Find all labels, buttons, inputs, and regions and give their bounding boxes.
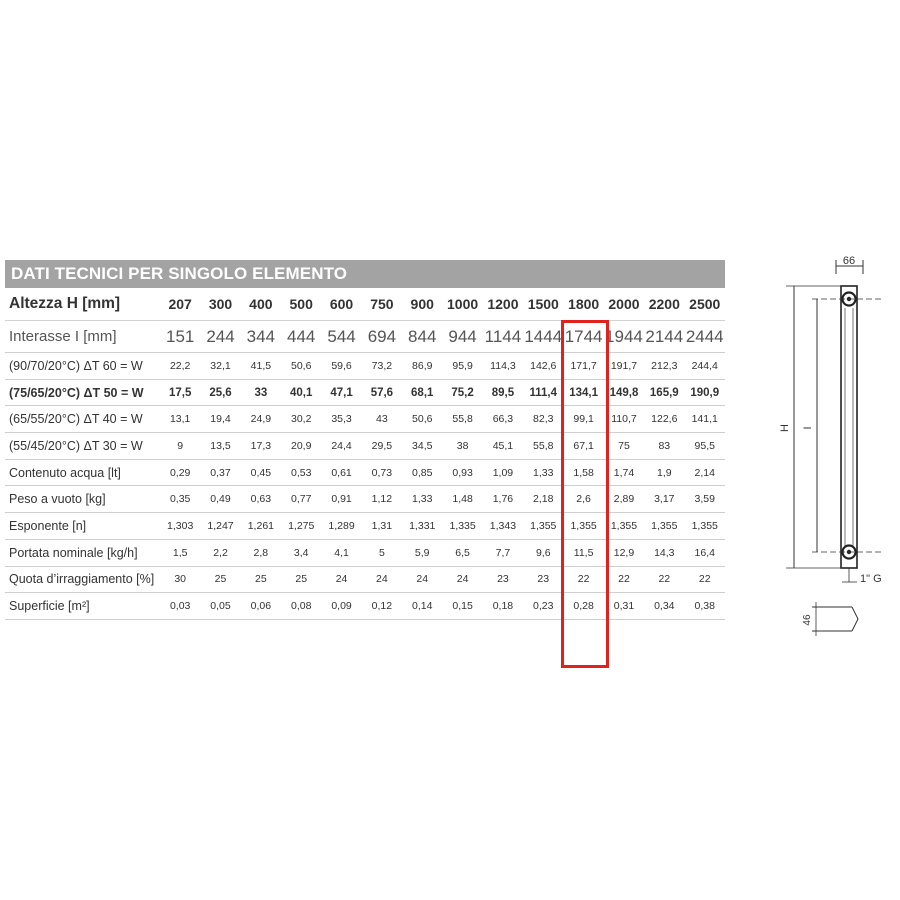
table-cell: 1,261 bbox=[241, 513, 281, 540]
table-cell: 22 bbox=[684, 566, 725, 593]
table-cell: 111,4 bbox=[523, 379, 563, 406]
table-cell: 6,5 bbox=[442, 539, 482, 566]
table-cell: 22 bbox=[644, 566, 684, 593]
table-cell: 2,8 bbox=[241, 539, 281, 566]
table-cell: 1,76 bbox=[483, 486, 523, 513]
table-cell: 694 bbox=[362, 321, 402, 353]
table-cell: 2,2 bbox=[200, 539, 240, 566]
table-cell: 50,6 bbox=[281, 353, 321, 380]
radiator-body bbox=[841, 286, 857, 568]
table-cell: 212,3 bbox=[644, 353, 684, 380]
table-row bbox=[5, 486, 725, 513]
table-cell: 11,5 bbox=[563, 539, 603, 566]
row-label: Portata nominale [kg/h] bbox=[5, 539, 160, 566]
table-cell: 0,53 bbox=[281, 459, 321, 486]
table-cell: 0,06 bbox=[241, 593, 281, 620]
table-cell: 59,6 bbox=[321, 353, 361, 380]
table-cell: 2144 bbox=[644, 321, 684, 353]
table-cell: 1,355 bbox=[563, 513, 603, 540]
table-cell: 0,61 bbox=[321, 459, 361, 486]
table-cell: 2500 bbox=[684, 288, 725, 321]
table-row bbox=[5, 433, 725, 460]
table-row bbox=[5, 379, 725, 406]
table-cell: 89,5 bbox=[483, 379, 523, 406]
table-cell: 23 bbox=[523, 566, 563, 593]
table-cell: 0,38 bbox=[684, 593, 725, 620]
table-cell: 14,3 bbox=[644, 539, 684, 566]
table-row bbox=[5, 593, 725, 620]
table-cell: 22 bbox=[563, 566, 603, 593]
table-cell: 0,93 bbox=[442, 459, 482, 486]
table-cell: 17,5 bbox=[160, 379, 200, 406]
table-cell: 9 bbox=[160, 433, 200, 460]
table-cell: 0,18 bbox=[483, 593, 523, 620]
table-cell: 0,23 bbox=[523, 593, 563, 620]
table-cell: 900 bbox=[402, 288, 442, 321]
table-cell: 13,5 bbox=[200, 433, 240, 460]
table-row bbox=[5, 406, 725, 433]
table-cell: 344 bbox=[241, 321, 281, 353]
table-cell: 1,303 bbox=[160, 513, 200, 540]
table-cell: 9,6 bbox=[523, 539, 563, 566]
table-cell: 500 bbox=[281, 288, 321, 321]
table-cell: 24 bbox=[442, 566, 482, 593]
table-cell: 0,85 bbox=[402, 459, 442, 486]
table-cell: 1,355 bbox=[523, 513, 563, 540]
table-cell: 1,331 bbox=[402, 513, 442, 540]
table-cell: 0,03 bbox=[160, 593, 200, 620]
table-cell: 24,4 bbox=[321, 433, 361, 460]
table-cell: 24 bbox=[362, 566, 402, 593]
table-cell: 0,35 bbox=[160, 486, 200, 513]
table-cell: 83 bbox=[644, 433, 684, 460]
table-cell: 22 bbox=[604, 566, 644, 593]
table-cell: 67,1 bbox=[563, 433, 603, 460]
table-cell: 0,49 bbox=[200, 486, 240, 513]
table-row bbox=[5, 459, 725, 486]
table-cell: 17,3 bbox=[241, 433, 281, 460]
table-cell: 55,8 bbox=[523, 433, 563, 460]
table-cell: 1,355 bbox=[684, 513, 725, 540]
table-cell: 1,58 bbox=[563, 459, 603, 486]
table-cell: 1,48 bbox=[442, 486, 482, 513]
table-cell: 0,63 bbox=[241, 486, 281, 513]
table-cell: 95,5 bbox=[684, 433, 725, 460]
table-cell: 25 bbox=[200, 566, 240, 593]
table-cell: 1,289 bbox=[321, 513, 361, 540]
table-cell: 23 bbox=[483, 566, 523, 593]
table-cell: 35,3 bbox=[321, 406, 361, 433]
table-cell: 750 bbox=[362, 288, 402, 321]
table-cell: 1200 bbox=[483, 288, 523, 321]
table-cell: 2000 bbox=[604, 288, 644, 321]
table-cell: 165,9 bbox=[644, 379, 684, 406]
table-cell: 1,33 bbox=[402, 486, 442, 513]
table-cell: 30,2 bbox=[281, 406, 321, 433]
table-cell: 25,6 bbox=[200, 379, 240, 406]
row-label: (65/55/20°C) ΔT 40 = W bbox=[5, 406, 160, 433]
table-cell: 24 bbox=[321, 566, 361, 593]
table-cell: 12,9 bbox=[604, 539, 644, 566]
table-cell: 24,9 bbox=[241, 406, 281, 433]
table-cell: 944 bbox=[442, 321, 482, 353]
table-cell: 1,12 bbox=[362, 486, 402, 513]
table-cell: 1800 bbox=[563, 288, 603, 321]
table-cell: 3,17 bbox=[644, 486, 684, 513]
table-cell: 1444 bbox=[523, 321, 563, 353]
table-cell: 149,8 bbox=[604, 379, 644, 406]
table-cell: 2,18 bbox=[523, 486, 563, 513]
table-cell: 75 bbox=[604, 433, 644, 460]
height-header-row bbox=[5, 288, 725, 321]
table-cell: 32,1 bbox=[200, 353, 240, 380]
table-cell: 30 bbox=[160, 566, 200, 593]
table-cell: 1,33 bbox=[523, 459, 563, 486]
table-cell: 34,5 bbox=[402, 433, 442, 460]
table-cell: 1,335 bbox=[442, 513, 482, 540]
table-cell: 134,1 bbox=[563, 379, 603, 406]
table-cell: 0,91 bbox=[321, 486, 361, 513]
row-label: Contenuto acqua [lt] bbox=[5, 459, 160, 486]
table-cell: 142,6 bbox=[523, 353, 563, 380]
table-row bbox=[5, 539, 725, 566]
table-cell: 0,12 bbox=[362, 593, 402, 620]
table-cell: 55,8 bbox=[442, 406, 482, 433]
table-cell: 110,7 bbox=[604, 406, 644, 433]
table-cell: 1,5 bbox=[160, 539, 200, 566]
table-cell: 3,4 bbox=[281, 539, 321, 566]
table-cell: 25 bbox=[281, 566, 321, 593]
table-cell: 114,3 bbox=[483, 353, 523, 380]
table-cell: 68,1 bbox=[402, 379, 442, 406]
table-cell: 24 bbox=[402, 566, 442, 593]
table-cell: 122,6 bbox=[644, 406, 684, 433]
table-cell: 1,355 bbox=[644, 513, 684, 540]
row-label: Altezza H [mm] bbox=[5, 288, 160, 321]
table-cell: 1,343 bbox=[483, 513, 523, 540]
table-cell: 151 bbox=[160, 321, 200, 353]
table-cell: 0,05 bbox=[200, 593, 240, 620]
width-label: 66 bbox=[842, 255, 856, 267]
table-cell: 1144 bbox=[483, 321, 523, 353]
table-cell: 0,09 bbox=[321, 593, 361, 620]
table-cell: 1,9 bbox=[644, 459, 684, 486]
depth-label: 46 bbox=[802, 614, 813, 626]
table-cell: 13,1 bbox=[160, 406, 200, 433]
table-cell: 5,9 bbox=[402, 539, 442, 566]
row-label: Quota d’irraggiamento [%] bbox=[5, 566, 160, 593]
section-right-end bbox=[852, 607, 858, 631]
table-row bbox=[5, 566, 725, 593]
table-cell: 95,9 bbox=[442, 353, 482, 380]
table-cell: 300 bbox=[200, 288, 240, 321]
table-cell: 22,2 bbox=[160, 353, 200, 380]
row-label: Esponente [n] bbox=[5, 513, 160, 540]
table-cell: 41,5 bbox=[241, 353, 281, 380]
table-cell: 844 bbox=[402, 321, 442, 353]
table-cell: 400 bbox=[241, 288, 281, 321]
table-title: DATI TECNICI PER SINGOLO ELEMENTO bbox=[5, 260, 725, 288]
table-cell: 2,14 bbox=[684, 459, 725, 486]
table-cell: 2200 bbox=[644, 288, 684, 321]
table-cell: 82,3 bbox=[523, 406, 563, 433]
row-label: (75/65/20°C) ΔT 50 = W bbox=[5, 379, 160, 406]
table-cell: 4,1 bbox=[321, 539, 361, 566]
table-cell: 1000 bbox=[442, 288, 482, 321]
table-cell: 1,275 bbox=[281, 513, 321, 540]
interaxis-label: I bbox=[802, 426, 814, 430]
row-label: (55/45/20°C) ΔT 30 = W bbox=[5, 433, 160, 460]
table-cell: 0,34 bbox=[644, 593, 684, 620]
technical-data-table bbox=[5, 288, 725, 620]
table-row bbox=[5, 353, 725, 380]
table-cell: 444 bbox=[281, 321, 321, 353]
connection-label: 1" G bbox=[860, 573, 882, 585]
row-label: Superficie [m²] bbox=[5, 593, 160, 620]
table-cell: 171,7 bbox=[563, 353, 603, 380]
table-cell: 141,1 bbox=[684, 406, 725, 433]
table-cell: 99,1 bbox=[563, 406, 603, 433]
table-row bbox=[5, 513, 725, 540]
table-cell: 50,6 bbox=[402, 406, 442, 433]
table-cell: 1,31 bbox=[362, 513, 402, 540]
table-cell: 73,2 bbox=[362, 353, 402, 380]
table-cell: 45,1 bbox=[483, 433, 523, 460]
table-cell: 544 bbox=[321, 321, 361, 353]
technical-data-sheet bbox=[5, 260, 725, 620]
table-cell: 244,4 bbox=[684, 353, 725, 380]
table-cell: 43 bbox=[362, 406, 402, 433]
table-cell: 3,59 bbox=[684, 486, 725, 513]
row-label: (90/70/20°C) ΔT 60 = W bbox=[5, 353, 160, 380]
table-cell: 40,1 bbox=[281, 379, 321, 406]
table-cell: 0,08 bbox=[281, 593, 321, 620]
table-cell: 1944 bbox=[604, 321, 644, 353]
table-cell: 16,4 bbox=[684, 539, 725, 566]
table-cell: 0,29 bbox=[160, 459, 200, 486]
table-cell: 0,73 bbox=[362, 459, 402, 486]
table-cell: 20,9 bbox=[281, 433, 321, 460]
table-cell: 207 bbox=[160, 288, 200, 321]
table-cell: 191,7 bbox=[604, 353, 644, 380]
radiator-technical-drawing bbox=[760, 250, 900, 650]
table-cell: 0,45 bbox=[241, 459, 281, 486]
table-cell: 33 bbox=[241, 379, 281, 406]
row-label: Peso a vuoto [kg] bbox=[5, 486, 160, 513]
table-cell: 75,2 bbox=[442, 379, 482, 406]
table-cell: 0,77 bbox=[281, 486, 321, 513]
table-cell: 0,14 bbox=[402, 593, 442, 620]
table-cell: 1,09 bbox=[483, 459, 523, 486]
table-cell: 190,9 bbox=[684, 379, 725, 406]
table-cell: 0,28 bbox=[563, 593, 603, 620]
table-cell: 1,247 bbox=[200, 513, 240, 540]
table-cell: 0,31 bbox=[604, 593, 644, 620]
table-cell: 19,4 bbox=[200, 406, 240, 433]
table-cell: 2444 bbox=[684, 321, 725, 353]
height-label: H bbox=[779, 424, 791, 432]
interasse-row bbox=[5, 321, 725, 353]
table-cell: 57,6 bbox=[362, 379, 402, 406]
table-cell: 2,6 bbox=[563, 486, 603, 513]
table-cell: 47,1 bbox=[321, 379, 361, 406]
table-cell: 7,7 bbox=[483, 539, 523, 566]
table-cell: 244 bbox=[200, 321, 240, 353]
table-cell: 2,89 bbox=[604, 486, 644, 513]
table-cell: 38 bbox=[442, 433, 482, 460]
table-cell: 1,355 bbox=[604, 513, 644, 540]
table-cell: 1,74 bbox=[604, 459, 644, 486]
table-cell: 5 bbox=[362, 539, 402, 566]
table-cell: 25 bbox=[241, 566, 281, 593]
table-cell: 600 bbox=[321, 288, 361, 321]
table-cell: 0,15 bbox=[442, 593, 482, 620]
table-cell: 1744 bbox=[563, 321, 603, 353]
table-cell: 29,5 bbox=[362, 433, 402, 460]
table-cell: 1500 bbox=[523, 288, 563, 321]
table-cell: 86,9 bbox=[402, 353, 442, 380]
table-cell: 0,37 bbox=[200, 459, 240, 486]
row-label: Interasse I [mm] bbox=[5, 321, 160, 353]
table-cell: 66,3 bbox=[483, 406, 523, 433]
